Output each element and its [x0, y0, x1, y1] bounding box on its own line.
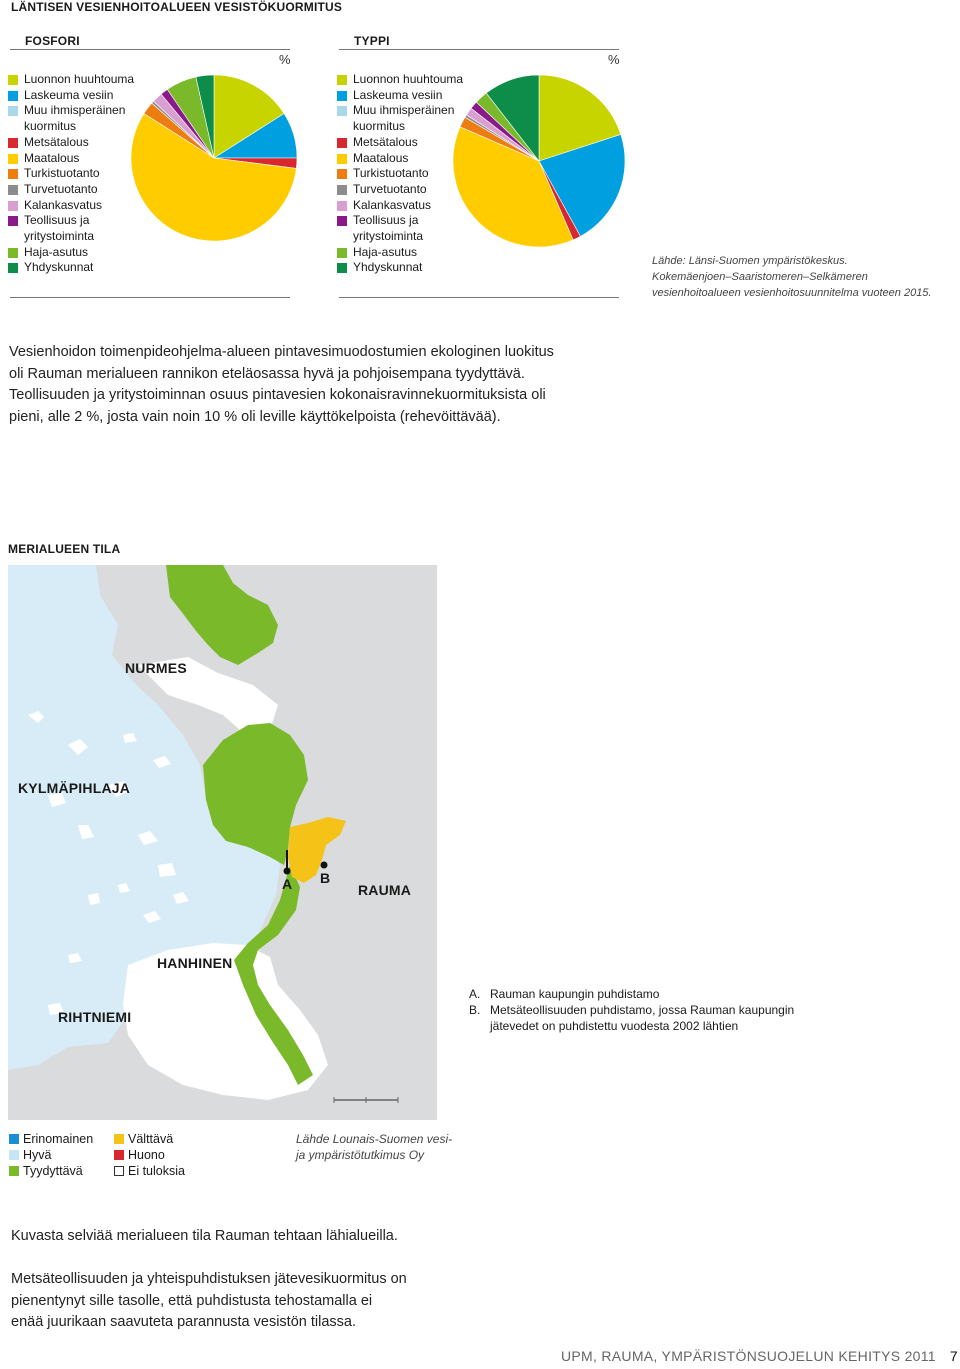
- plant-marker-a: [284, 868, 291, 875]
- map-note-text: Rauman kaupungin puhdistamo: [490, 987, 660, 1001]
- pie-chart-typpi: [452, 74, 626, 248]
- legend-label: Ei tuloksia: [128, 1164, 185, 1178]
- legend-item: [337, 88, 463, 104]
- chart-title-fosfori: FOSFORI: [25, 34, 80, 48]
- pie-source-line: Lähde: Länsi-Suomen ympäristökeskus.: [652, 255, 848, 267]
- legend-item: [8, 260, 134, 276]
- legend-label: yritystoiminta: [24, 229, 95, 244]
- map-legend-item: [9, 1147, 51, 1163]
- legend-label: Kalankasvatus: [24, 197, 103, 212]
- chart-bottom-rule-typpi: [339, 297, 619, 298]
- map-legend-item: [114, 1163, 185, 1179]
- legend-label: Yhdyskunnat: [24, 260, 94, 275]
- legend-swatch: [337, 91, 347, 101]
- pie-source-note: [652, 253, 932, 301]
- legend-label: Muu ihmisperäinen: [353, 103, 455, 118]
- legend-swatch: [337, 201, 347, 211]
- pie-source-line: Kokemäenjoen–Saaristomeren–Selkämeren: [652, 271, 868, 283]
- legend-swatch: [337, 169, 347, 179]
- legend-item: [8, 166, 134, 182]
- map-label-point-b: B: [320, 870, 331, 886]
- intro-paragraph: [9, 342, 554, 428]
- map-note-text: Metsäteollisuuden puhdistamo, jossa Rauman kaupungin: [490, 1003, 795, 1017]
- legend-swatch: [8, 75, 18, 85]
- map-label-hanhinen: HANHINEN: [157, 955, 233, 971]
- legend-item: [8, 182, 134, 198]
- paragraph-line: Metsäteollisuuden ja yhteispuhdistuksen jätevesikuormitus on: [11, 1271, 407, 1287]
- legend-label: Yhdyskunnat: [353, 260, 423, 275]
- legend-label: Kalankasvatus: [353, 197, 432, 212]
- legend-label: Metsätalous: [353, 134, 418, 149]
- legend-label: Erinomainen: [23, 1132, 94, 1146]
- unit-label-typpi: %: [608, 52, 620, 67]
- sea-status-map: [8, 565, 437, 1120]
- map-note-a: [469, 986, 794, 1002]
- legend-label: Turkistuotanto: [24, 166, 100, 181]
- paragraph-line: enää juurikaan saavuteta parannusta vesistön tilassa.: [11, 1314, 356, 1330]
- legend-item: [8, 119, 134, 135]
- legend-item: [337, 182, 463, 198]
- legend-label: Huono: [128, 1148, 165, 1162]
- legend-item: [8, 229, 134, 245]
- pie-source-line: vesienhoitoalueen vesienhoitosuunnitelma vuoteen 2015.: [652, 287, 932, 299]
- legend-label: Luonnon huuhtouma: [24, 72, 135, 86]
- legend-swatch: [8, 201, 18, 211]
- legend-label: Metsätalous: [24, 134, 89, 149]
- legend-label: yritystoiminta: [353, 229, 424, 244]
- legend-label: Luonnon huuhtouma: [353, 72, 464, 86]
- map-label-point-a: A: [282, 876, 293, 892]
- legend-swatch: [8, 91, 18, 101]
- map-label-rihtniemi: RIHTNIEMI: [58, 1009, 132, 1025]
- legend-swatch: [8, 185, 18, 195]
- map-source-note: [296, 1131, 452, 1163]
- legend-label: Välttävä: [128, 1132, 174, 1146]
- legend-label: Muu ihmisperäinen: [24, 103, 126, 118]
- map-legend: [9, 1131, 269, 1181]
- paragraph-line: pieni, alle 2 %, josta vain noin 10 % oli leville käyttökelpoista (rehevöittävää).: [9, 408, 501, 425]
- legend-swatch: [8, 248, 18, 258]
- legend-label: Laskeuma vesiin: [24, 87, 114, 102]
- chart-top-rule-typpi: [339, 49, 619, 50]
- legend-label: kuormitus: [353, 119, 406, 134]
- legend-swatch: [8, 169, 18, 179]
- legend-swatch: [8, 106, 18, 116]
- legend-label: Teollisuus ja: [353, 213, 419, 228]
- legend-label: Teollisuus ja: [24, 213, 90, 228]
- legend-item: [337, 198, 463, 214]
- pie-chart-fosfori: [130, 74, 298, 242]
- legend-swatch-huono: [114, 1150, 124, 1160]
- legend-label: Maatalous: [24, 150, 80, 165]
- legend-label: Haja-asutus: [24, 244, 89, 259]
- map-legend-item: [114, 1147, 165, 1163]
- map-note-key: B.: [469, 1003, 481, 1017]
- map-summary-paragraph: Kuvasta selviää merialueen tila Rauman tehtaan lähialueilla.: [11, 1228, 398, 1244]
- legend-item: [337, 229, 463, 245]
- legend-typpi: [337, 72, 463, 276]
- legend-swatch: [8, 263, 18, 273]
- legend-swatch: [8, 138, 18, 148]
- map-source-line: Lähde Lounais-Suomen vesi-: [296, 1132, 453, 1146]
- map-legend-item: [114, 1131, 173, 1147]
- legend-swatch: [337, 216, 347, 226]
- map-section-title: MERIALUEEN TILA: [8, 542, 121, 556]
- page-title: LÄNTISEN VESIENHOITOALUEEN VESISTÖKUORMITUS: [11, 0, 343, 14]
- legend-item: [8, 88, 134, 104]
- legend-swatch-valttava: [114, 1134, 124, 1144]
- legend-item: [337, 72, 463, 88]
- chart-top-rule-fosfori: [10, 49, 290, 50]
- legend-swatch: [337, 248, 347, 258]
- legend-item: [337, 151, 463, 167]
- legend-label: Turkistuotanto: [353, 166, 429, 181]
- legend-item: [337, 135, 463, 151]
- map-legend-item: [9, 1163, 83, 1179]
- conclusion-paragraph: [11, 1269, 407, 1334]
- legend-swatch-ei-tuloksia: [114, 1166, 124, 1176]
- legend-item: [8, 151, 134, 167]
- legend-label: Tyydyttävä: [23, 1164, 83, 1178]
- paragraph-line: Teollisuuden ja yritystoiminnan osuus pintavesien kokonaisravinnekuormituksista oli: [9, 387, 546, 403]
- legend-item: [8, 72, 134, 88]
- legend-swatch: [337, 263, 347, 273]
- chart-title-typpi: TYPPI: [354, 34, 390, 48]
- paragraph-line: Vesienhoidon toimenpideohjelma-alueen pintavesimuodostumien ekologinen luokitus: [9, 344, 554, 360]
- legend-item: [8, 213, 134, 229]
- legend-item: [8, 135, 134, 151]
- legend-item: [8, 103, 134, 119]
- legend-swatch-tyydyttava: [9, 1166, 19, 1176]
- map-note-key: A.: [469, 987, 481, 1001]
- legend-swatch-hyva: [9, 1150, 19, 1160]
- legend-item: [337, 119, 463, 135]
- legend-item: [8, 245, 134, 261]
- legend-item: [337, 213, 463, 229]
- map-label-kylmapihlaja: KYLMÄPIHLAJA: [18, 780, 131, 796]
- page-number: 7: [949, 1348, 958, 1364]
- map-note-text: jätevedet on puhdistettu vuodesta 2002 lähtien: [490, 1019, 739, 1033]
- page-footer: [561, 1348, 958, 1364]
- paragraph-line: pienentynyt sille tasolle, että puhdistusta tehostamalla ei: [11, 1292, 373, 1309]
- plant-marker-b: [321, 862, 328, 869]
- legend-label: Haja-asutus: [353, 244, 418, 259]
- legend-swatch-erinomainen: [9, 1134, 19, 1144]
- legend-label: Hyvä: [23, 1148, 52, 1162]
- legend-label: Turvetuotanto: [24, 181, 98, 196]
- legend-swatch: [337, 185, 347, 195]
- legend-label: Laskeuma vesiin: [353, 87, 443, 102]
- map-label-nurmes: NURMES: [125, 660, 187, 676]
- legend-item: [337, 245, 463, 261]
- paragraph-line: oli Rauman merialueen rannikon eteläosassa hyvä ja pohjoisempana tyydyttävä.: [9, 365, 525, 382]
- footer-text: UPM, RAUMA, YMPÄRISTÖNSUOJELUN KEHITYS 2011: [560, 1348, 936, 1364]
- legend-label: Turvetuotanto: [353, 181, 427, 196]
- legend-item: [337, 166, 463, 182]
- map-note-b: [469, 1002, 794, 1034]
- legend-swatch: [8, 154, 18, 164]
- map-source-line: ja ympäristötutkimus Oy: [296, 1148, 425, 1162]
- chart-bottom-rule-fosfori: [10, 297, 290, 298]
- unit-label-fosfori: %: [279, 52, 291, 67]
- legend-swatch: [337, 138, 347, 148]
- legend-swatch: [337, 75, 347, 85]
- map-label-rauma: RAUMA: [358, 882, 412, 898]
- legend-item: [337, 103, 463, 119]
- map-notes: [469, 986, 794, 1034]
- legend-label: kuormitus: [24, 119, 77, 134]
- legend-swatch: [337, 154, 347, 164]
- legend-swatch: [337, 106, 347, 116]
- legend-label: Maatalous: [353, 150, 409, 165]
- map-legend-item: [9, 1131, 93, 1147]
- legend-item: [337, 260, 463, 276]
- legend-swatch: [8, 216, 18, 226]
- legend-fosfori: [8, 72, 134, 276]
- legend-item: [8, 198, 134, 214]
